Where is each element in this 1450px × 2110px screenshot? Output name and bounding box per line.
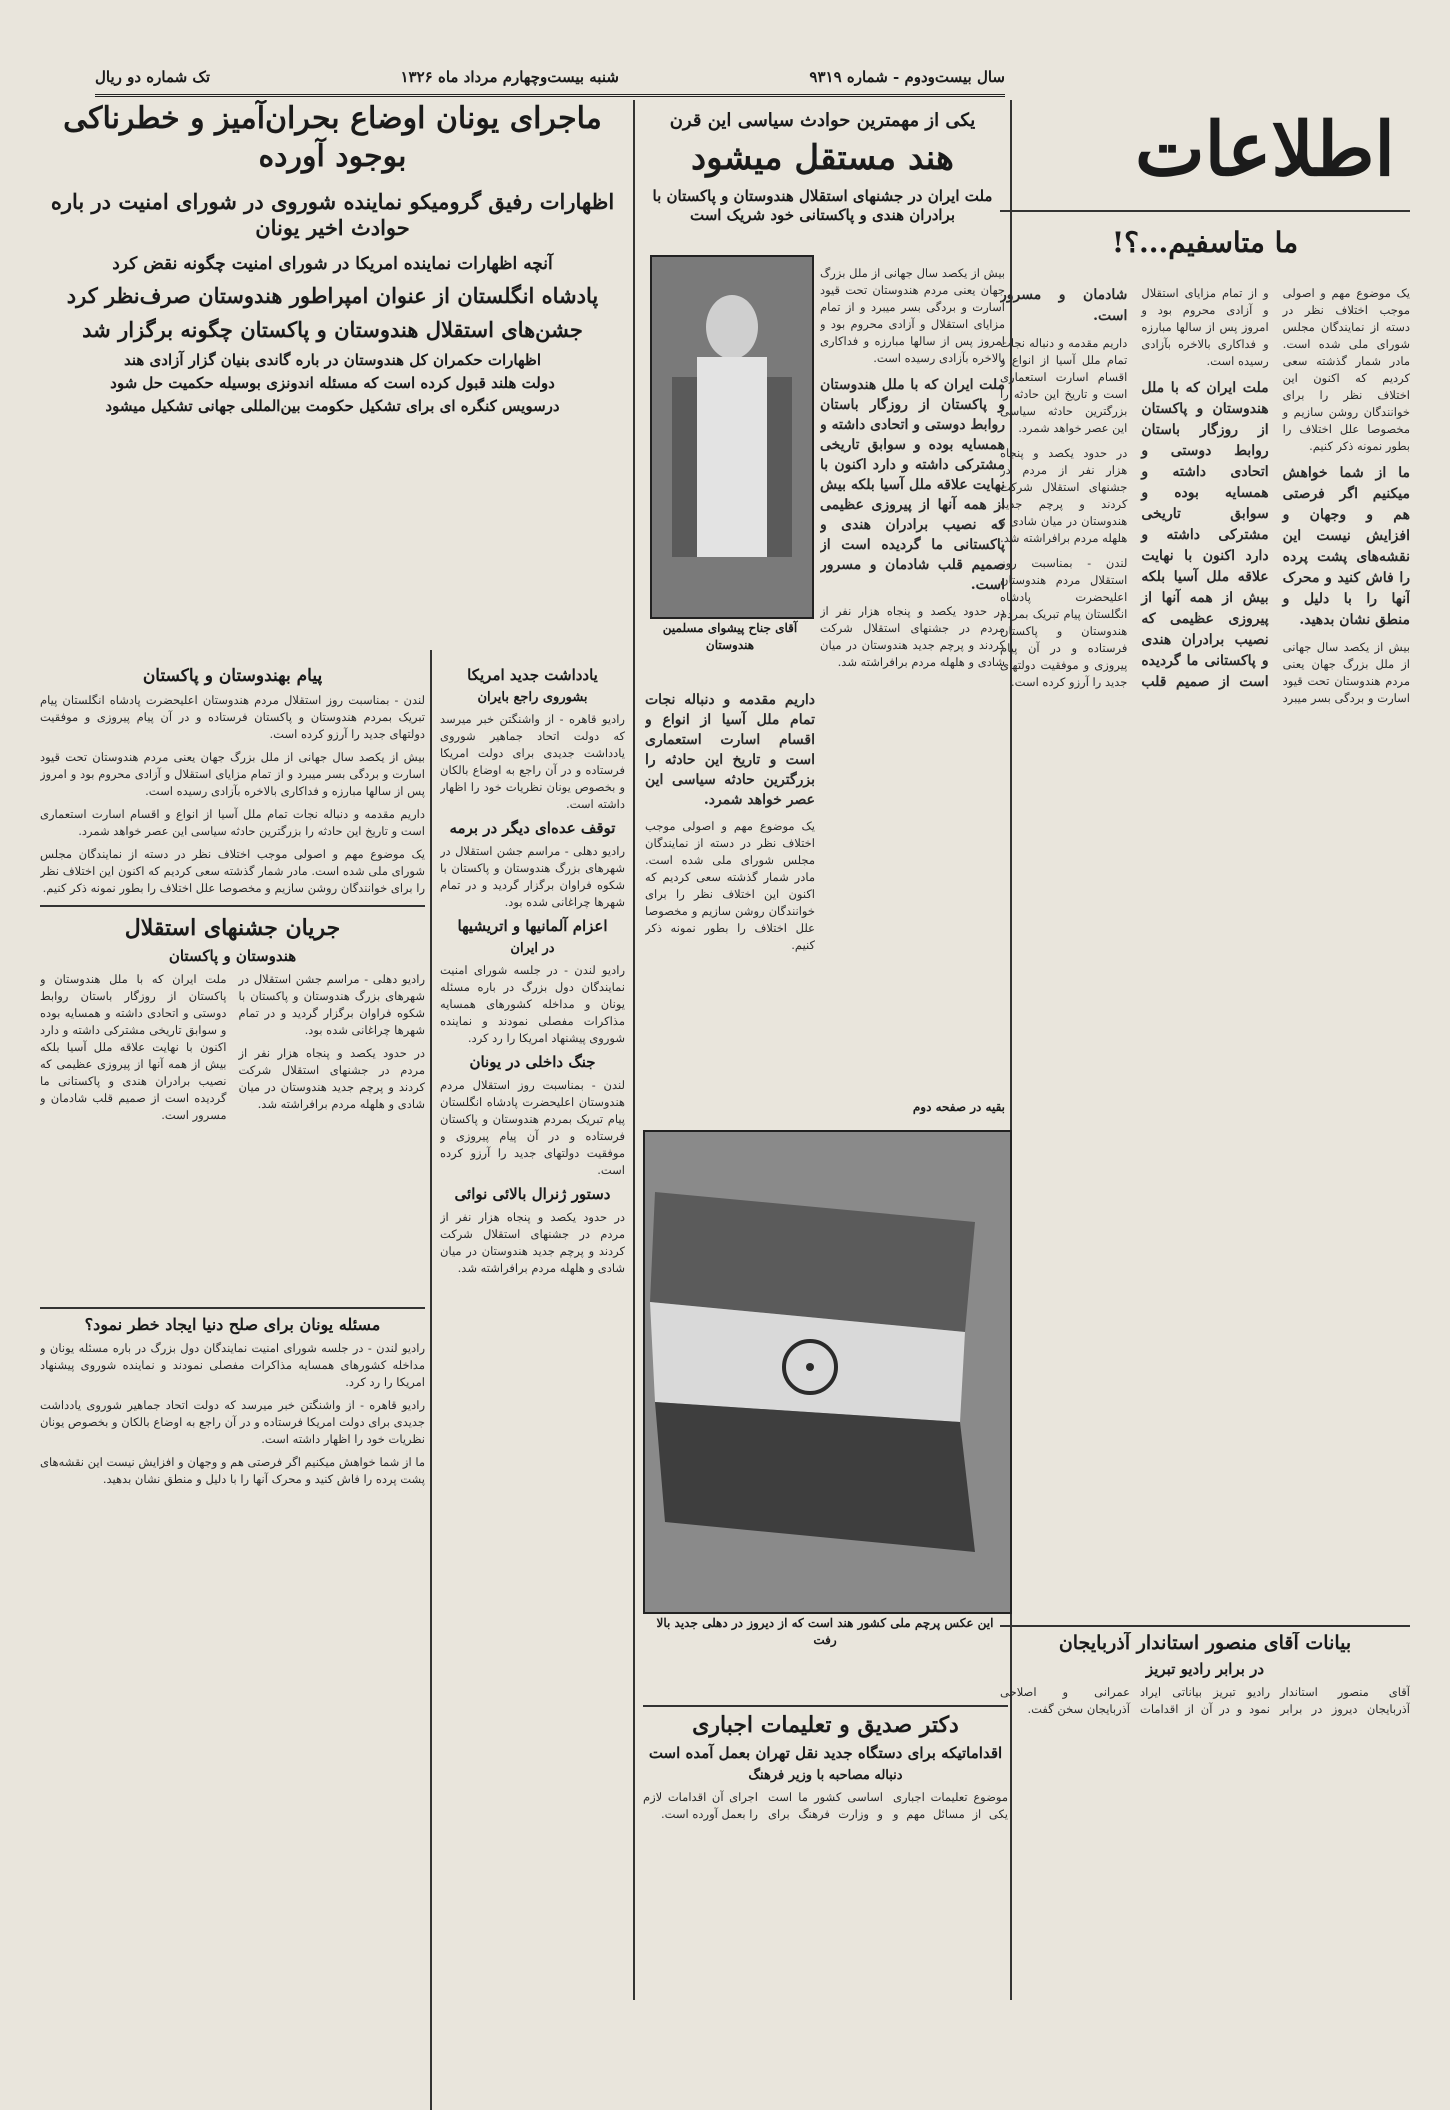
center-p6: در حدود یکصد و پنجاه هزار نفر از مردم در جشنهای استقلال شرکت کردند و پرچم جدید هندوستان در میان شادی و هلهله مردم برافراشته شد. [820,604,1005,669]
left-lead-sub1: اظهارات رفیق گرومیکو نماینده شوروی در شورای امنیت در باره حوادث اخیر یونان [50,189,615,241]
continued-note: بقیه در صفحه دوم [912,1100,1005,1114]
center-body-left [645,690,815,1100]
editorial-p7: لندن - بمناسبت روز استقلال مردم هندوستان اعلیحضرت پادشاه انگلستان پیام تبریک بمردم هندوستان و پاکستان فرستاده و در آن پیام پیروزی و موفقیت دولتهای جدید را آرزو کرده است. [1000,556,1128,689]
education-headline: دکتر صدیق و تعلیمات اجباری [692,1712,959,1738]
editorial-p6: در حدود یکصد و پنجاه هزار نفر از مردم در جشنهای استقلال شرکت کردند و پرچم جدید هندوستان در میان شادی و هلهله مردم برافراشته شد. [1000,446,1128,545]
editorial-p1: یک موضوع مهم و اصولی موجب اختلاف نظر در دسته از نمایندگان مجلس شورای ملی شده است. مادر شمار گذشته سعی کردیم که اکنون این اختلاف نظر را برای خوانندگان روشن سازیم و مخصوصا علل اختلاف را بطور نمونه ذکر کنیم. [1282,286,1410,453]
p8: رادیو قاهره - از واشنگتن خبر میرسد که دولت اتحاد جماهیر شوروی یادداشت جدیدی برای دولت امریکا فرستاده و در آن راجع به اوضاع بالکان و بخصوص یونان نظریات خود را اظهار داشته است. [440,712,625,811]
azerbaijan-sub: در برابر رادیو تبریز [1145,1660,1265,1678]
column-rule [633,100,635,2000]
p7b: لندن - بمناسبت روز استقلال مردم هندوستان اعلیحضرت پادشاه انگلستان پیام تبریک بمردم هندوستان و پاکستان فرستاده و در آن پیام پیروزی و موفقیت دولتهای جدید را آرزو کرده است. [440,1078,625,1177]
soviet-title: بشوروی راجع بایران [477,690,588,705]
stop-title: توقف عده‌ای دیگر در برمه [449,819,616,837]
constitution-title: دستور ژنرال بالائی نوائی [454,1185,611,1203]
editorial-p2: ما از شما خواهش میکنیم اگر فرصتی هم و وجهان و افزایش نیست این نقشه‌های پشت پرده را فاش کنید و محرک آنها را با دلیل و منطق نشان بدهید. [1282,465,1410,628]
azerbaijan-headline: بیانات آقای منصور استاندار آذربایجان [1058,1632,1352,1654]
education-rule [643,1705,1008,1707]
editorial-p4: ملت ایران که با ملل هندوستان و پاکستان از روزگار باستان روابط دوستی و اتحادی داشته و همسایه بوده و سوابق تاریخی مشترکی داشته و دارد اکنون با نهایت علاقه ملل آسیا بلکه بیش از همه آنها از پیروزی عظیمی که نصیب برادران هندی و پاکستانی ما گردیده است از صمیم قلب شادمان و مسرور است. [1000,287,1269,690]
left-lead-sub4: جشن‌های استقلال هندوستان و پاکستان چگونه برگزار شد [82,317,583,342]
p10: رادیو لندن - در جلسه شورای امنیت نمایندگان دول بزرگ در باره مسئله یونان و مداخله کشورهای همسایه مذاکرات مفصلی نمودند و نماینده شوروی پیشنهاد امریکا را رد کرد. [440,963,625,1045]
left-lead-sub3: پادشاه انگلستان از عنوان امپراطور هندوستان صرف‌نظر کرد [66,282,599,308]
education-p11: موضوع تعلیمات اجباری یکی از مسائل مهم و اساسی کشور ما است و وزارت فرهنگ برای اجرای آن اقدامات لازم را بعمل آورده است. [643,1790,1008,1821]
issue-info: سال بیست‌ودوم - شماره ۹۳۱۹ [809,68,1005,86]
left-lead-sub2: آنچه اظهارات نماینده امریکا در شورای امنیت چگونه نقض کرد [112,253,553,274]
editorial-headline: ما متاسفیم...؟! [1111,226,1299,259]
greece-body [40,1340,425,1488]
left-lead [40,100,625,660]
photo-flag [643,1130,1012,1614]
masthead-logo: اطلاعات [1135,107,1395,193]
center-kicker: یکی از مهمترین حوادث سیاسی این قرن [669,110,976,131]
left-col-outer [40,660,425,2060]
jashn-title: جریان جشنهای استقلال [124,915,341,941]
photo-flag-image [645,1132,1010,1612]
indonesia-title: اعزام آلمانیها و اتریشیها [457,917,608,935]
left-lead-sub6: دولت هلند قبول کرده است که مسئله اندونزی بوسیله حکمیت حل شود [110,374,555,392]
education-box [643,1712,1008,2042]
education-body [643,1789,1008,2009]
p6b: در حدود یکصد و پنجاه هزار نفر از مردم در جشنهای استقلال شرکت کردند و پرچم جدید هندوستان در میان شادی و هلهله مردم برافراشته شد. [440,1210,625,1275]
photo-flag-caption: این عکس پرچم ملی کشور هند است که از دیروز در دهلی جدید بالا رفت [656,1616,994,1647]
center-headline: هند مستقل میشود [691,137,954,178]
civil-war-body [440,1077,625,1179]
photo-jinnah [650,255,814,619]
us-note-title: یادداشت جدید امریکا [467,666,598,684]
jashn-rule [40,905,425,907]
azerbaijan-p12: آقای منصور استاندار آذربایجان دیروز در برابر رادیو تبریز بیاناتی ایراد نمود و در آن از اقدامات عمرانی و اصلاحی آذربایجان سخن گفت. [1000,1685,1410,1716]
p9b: رادیو دهلی - مراسم جشن استقلال در شهرهای بزرگ هندوستان و پاکستان با شکوه فراوان برگزار گردید و در تمام شهرها چراغانی شده بود. [238,972,425,1037]
azerbaijan-body [1000,1684,1410,2014]
p8b: رادیو قاهره - از واشنگتن خبر میرسد که دولت اتحاد جماهیر شوروی یادداشت جدیدی برای دولت امریکا فرستاده و در آن راجع به اوضاع بالکان و بخصوص یونان نظریات خود را اظهار داشته است. [40,1398,425,1446]
center-continued [645,1100,1005,1120]
azerbaijan-box [1000,1632,1410,2042]
center-p5: داریم مقدمه و دنباله نجات تمام ملل آسیا از انواع و اقسام اسارت استعماری است و تاریخ این حادثه را بزرگترین حادثه سیاسی این عصر خواهد شمرد. [645,692,815,808]
editorial-rule [1000,210,1410,212]
left-lead-sub5: اظهارات حکمران کل هندوستان در باره گاندی بنیان گزار آزادی هند [124,351,541,370]
left-lead-headline: ماجرای یونان اوضاع بحران‌آمیز و خطرناکی بوجود آورده [63,101,602,174]
education-sub: اقداماتیکه برای دستگاه جدید نقل تهران بعمل آمده است [648,1744,1003,1762]
india-msg-body [40,692,425,897]
center-p4: ملت ایران که با ملل هندوستان و پاکستان از روزگار باستان روابط دوستی و اتحادی داشته و همسایه بوده و سوابق تاریخی مشترکی داشته و دارد اکنون با نهایت علاقه ملل آسیا بلکه بیش از همه آنها از پیروزی عظیمی که نصیب برادران هندی و پاکستانی ما گردیده است از صمیم قلب شادمان و مسرور است. [820,377,1005,593]
issue-date: شنبه بیست‌وچهارم مرداد ماه ۱۳۲۶ [400,68,619,86]
iran-body [440,962,625,1047]
left-col-inner [440,660,625,2060]
editorial-p5: داریم مقدمه و دنباله نجات تمام ملل آسیا از انواع و اقسام اسارت استعماری است و تاریخ این حادثه را بزرگترین حادثه سیاسی این عصر خواهد شمرد. [1000,336,1128,435]
photo-jinnah-caption-box [650,620,810,680]
india-msg-title: پیام بهندوستان و پاکستان [142,666,323,686]
p2b: ما از شما خواهش میکنیم اگر فرصتی هم و وجهان و افزایش نیست این نقشه‌های پشت پرده را فاش کنید و محرک آنها را با دلیل و منطق نشان بدهید. [40,1455,425,1486]
p9: رادیو دهلی - مراسم جشن استقلال در شهرهای بزرگ هندوستان و پاکستان با شکوه فراوان برگزار گردید و در تمام شهرها چراغانی شده بود. [440,844,625,909]
editorial-p3: بیش از یکصد سال جهانی از ملل بزرگ جهان یعنی مردم هندوستان تحت قیود اسارت و بردگی بسر میبرد و از تمام مزایای استقلال و آزادی محروم بود و امروز پس از سالها مبارزه و فداکاری بالاخره بآزادی رسیده است. [1141,286,1410,705]
issue-bar [95,60,1005,97]
constitution-body [440,1209,625,1277]
p4b: ملت ایران که با ملل هندوستان و پاکستان از روزگار باستان روابط دوستی و اتحادی داشته و همسایه بوده و سوابق تاریخی مشترکی داشته و دارد اکنون با نهایت علاقه ملل آسیا بلکه بیش از همه آنها از پیروزی عظیمی که نصیب برادران هندی و پاکستانی ما گردیده است از صمیم قلب شادمان و مسرور است. [40,972,227,1122]
p7: لندن - بمناسبت روز استقلال مردم هندوستان اعلیحضرت پادشاه انگلستان پیام تبریک بمردم هندوستان و پاکستان فرستاده و در آن پیام پیروزی و موفقیت دولتهای جدید را آرزو کرده است. [40,693,425,741]
issue-price: تک شماره دو ریال [95,68,211,86]
greece-title: مسئله یونان برای صلح دنیا ایجاد خطر نمود؟ [84,1315,381,1334]
greece-rule [40,1307,425,1309]
photo-flag-caption-box [645,1615,1005,1705]
editorial-body [1000,285,1410,1615]
education-sub2: دنباله مصاحبه با وزیر فرهنگ [748,1768,903,1783]
jashn-sub: هندوستان و پاکستان [168,947,297,965]
photo-jinnah-image [652,257,812,617]
p3b: بیش از یکصد سال جهانی از ملل بزرگ جهان یعنی مردم هندوستان تحت قیود اسارت و بردگی بسر میبرد و از تمام مزایای استقلال و آزادی محروم بود و امروز پس از سالها مبارزه و فداکاری بالاخره بآزادی رسیده است. [40,750,425,798]
photo-jinnah-caption: آقای جناح پیشوای مسلمین هندوستان [662,621,798,652]
iran-title: در ایران [510,941,555,956]
p5b: داریم مقدمه و دنباله نجات تمام ملل آسیا از انواع و اقسام اسارت استعماری است و تاریخ این حادثه را بزرگترین حادثه سیاسی این عصر خواهد شمرد. [40,807,425,838]
editorial-head [1000,225,1410,280]
column-rule [430,650,432,2110]
center-p1: یک موضوع مهم و اصولی موجب اختلاف نظر در دسته از نمایندگان مجلس شورای ملی شده است. مادر شمار گذشته سعی کردیم که اکنون این اختلاف نظر را برای خوانندگان روشن سازیم و مخصوصا علل اختلاف را بطور نمونه ذکر کنیم. [645,819,815,952]
left-lead-sub7: درسویس کنگره ای برای تشکیل حکومت بین‌المللی جهانی تشکیل میشود [105,396,560,415]
p10b: رادیو لندن - در جلسه شورای امنیت نمایندگان دول بزرگ در باره مسئله یونان و مداخله کشورهای همسایه مذاکرات مفصلی نمودند و نماینده شوروی پیشنهاد امریکا را رد کرد. [40,1341,425,1389]
azerbaijan-rule [1000,1625,1410,1627]
p1b: یک موضوع مهم و اصولی موجب اختلاف نظر در دسته از نمایندگان مجلس شورای ملی شده است. مادر شمار گذشته سعی کردیم که اکنون این اختلاف نظر را برای خوانندگان روشن سازیم و مخصوصا علل اختلاف را بطور نمونه ذکر کنیم. [40,847,425,895]
jashn-body [40,971,425,1301]
civil-war-title: جنگ داخلی در یونان [469,1053,596,1071]
center-body-right [820,265,1005,1095]
center-lead [640,110,1005,260]
p6c: در حدود یکصد و پنجاه هزار نفر از مردم در جشنهای استقلال شرکت کردند و پرچم جدید هندوستان در میان شادی و هلهله مردم برافراشته شد. [238,1046,425,1111]
us-note-body [440,711,625,813]
center-sub: ملت ایران در جشنهای استقلال هندوستان و پاکستان با برادران هندی و پاکستانی خود شریک است [652,187,993,224]
stop-body [440,843,625,911]
masthead [1120,95,1410,205]
center-p3: بیش از یکصد سال جهانی از ملل بزرگ جهان یعنی مردم هندوستان تحت قیود اسارت و بردگی بسر میبرد و از تمام مزایای استقلال و آزادی محروم بود و امروز پس از سالها مبارزه و فداکاری بالاخره بآزادی رسیده است. [820,266,1005,365]
